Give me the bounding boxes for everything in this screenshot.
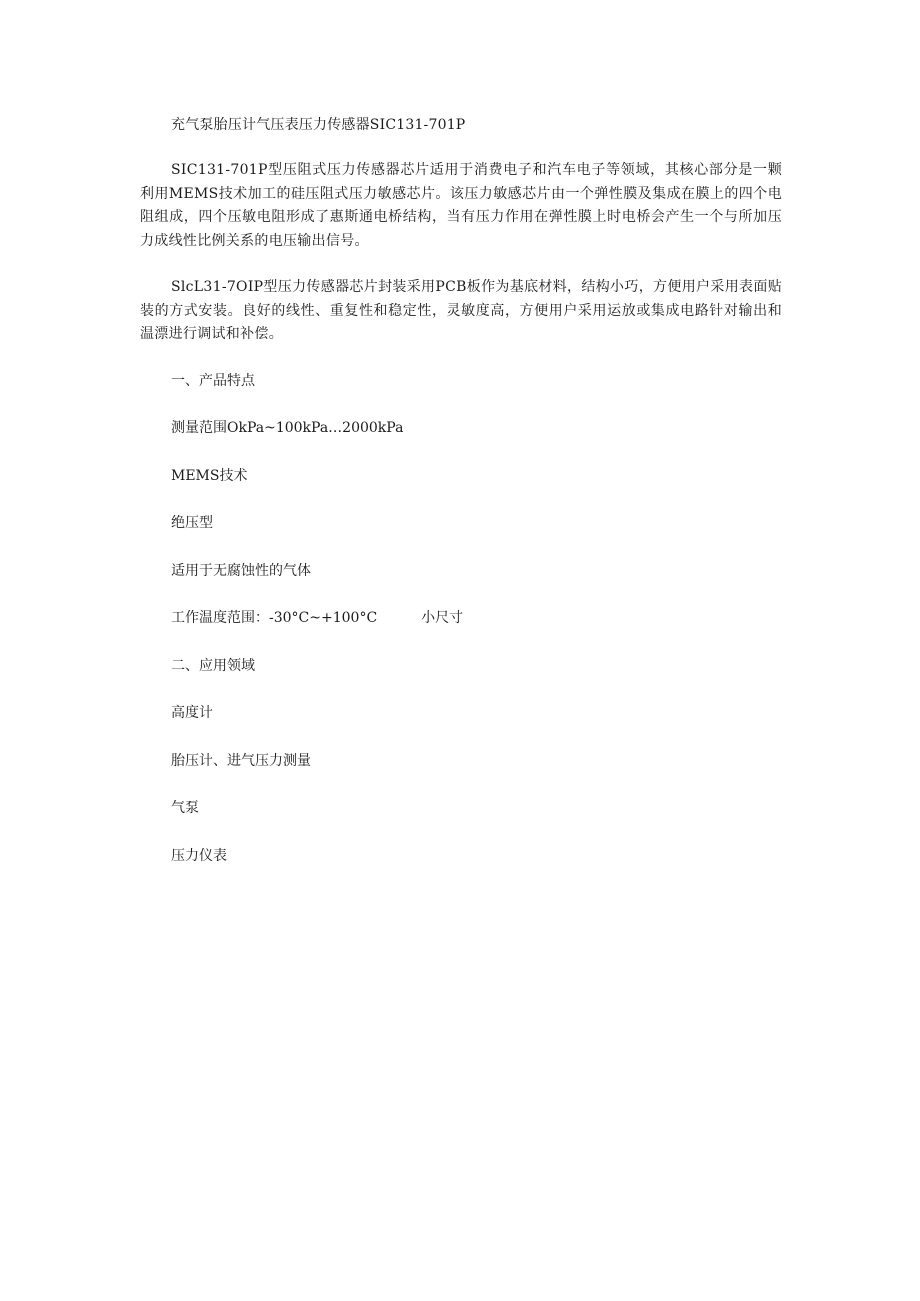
- applications-heading: 二、应用领域: [171, 657, 255, 674]
- document-body: [140, 114, 782, 892]
- temperature-range: 工作温度范围：-30°C~+100°C: [171, 610, 378, 626]
- application-item: 胎压计、进气压力测量: [171, 752, 311, 769]
- feature-item: 适用于无腐蚀性的气体: [171, 562, 311, 579]
- application-item: 压力仪表: [171, 847, 227, 864]
- feature-item: 绝压型: [171, 515, 213, 531]
- application-item: 高度计: [171, 705, 213, 721]
- feature-item: 测量范围OkPa~100kPa…2000kPa: [171, 420, 404, 436]
- feature-item: MEMS技术: [171, 467, 248, 484]
- feature-item-temperature: [171, 607, 782, 629]
- application-item: 气泵: [171, 800, 199, 816]
- small-size-feature: 小尺寸: [421, 610, 464, 626]
- package-paragraph: SlcL31-7OIP型压力传感器芯片封装采用PCB板作为基底材料，结构小巧，方便用户采用表面贴装的方式安装。良好的线性、重复性和稳定性，灵敏度高，方便用户采用运放或集成电路针对输出和温漂进行调试和补偿。: [140, 279, 782, 342]
- features-heading: 一、产品特点: [171, 372, 255, 389]
- document-title: 充气泵胎压计气压表压力传感器SIC131-701P: [171, 117, 466, 133]
- intro-paragraph: SIC131-701P型压阻式压力传感器芯片适用于消费电子和汽车电子等领域，其核心部分是一颗利用MEMS技术加工的硅压阻式压力敏感芯片。该压力敏感芯片由一个弹性膜及集成在膜上的四个电阻组成，四个压敏电阻形成了惠斯通电桥结构，当有压力作用在弹性膜上时电桥会产生一个与所加压力成线性比例关系的电压输出信号。: [140, 162, 782, 249]
